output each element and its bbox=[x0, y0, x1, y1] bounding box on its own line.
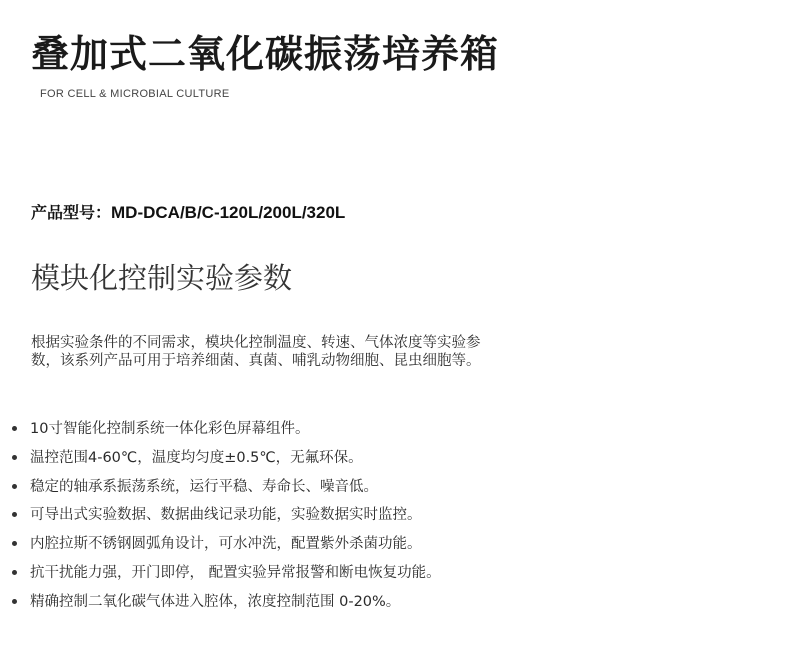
model-label: 产品型号： bbox=[31, 203, 112, 222]
feature-text: 可导出式实验数据、数据曲线记录功能，实验数据实时监控。 bbox=[30, 507, 422, 524]
bullet-icon bbox=[12, 541, 17, 546]
feature-text: 精确控制二氧化碳气体进入腔体，浓度控制范围 0-20%。 bbox=[30, 593, 401, 610]
feature-text: 抗干扰能力强，开门即停， 配置实验异常报警和断电恢复功能。 bbox=[30, 564, 441, 581]
bullet-icon bbox=[12, 426, 17, 431]
feature-text: 稳定的轴承系振荡系统，运行平稳、寿命长、噪音低。 bbox=[30, 478, 378, 495]
bullet-icon bbox=[12, 570, 17, 575]
model-code: MD-DCA/B/C-120L/200L/320L bbox=[111, 203, 346, 222]
bullet-icon bbox=[12, 484, 17, 489]
feature-item bbox=[12, 505, 441, 534]
feature-text: 10寸智能化控制系统一体化彩色屏幕组件。 bbox=[30, 421, 310, 437]
bullet-icon bbox=[12, 512, 17, 517]
section-heading: 模块化控制实验参数 bbox=[31, 261, 293, 295]
feature-text: 内腔拉斯不锈钢圆弧角设计，可水冲洗，配置紫外杀菌功能。 bbox=[30, 536, 422, 553]
feature-item bbox=[12, 477, 441, 506]
feature-item bbox=[12, 592, 441, 621]
feature-item bbox=[12, 563, 441, 592]
intro-paragraph: 根据实验条件的不同需求，模块化控制温度、转速、气体浓度等实验参数，该系列产品可用于培养细菌、真菌、哺乳动物细胞、昆虫细胞等。 bbox=[31, 335, 481, 369]
model-number bbox=[31, 200, 345, 223]
feature-item bbox=[12, 419, 441, 448]
feature-text: 温控范围4-60℃，温度均匀度±0.5℃，无氟环保。 bbox=[30, 449, 363, 466]
feature-item bbox=[12, 534, 441, 563]
page-subtitle: FOR CELL & MICROBIAL CULTURE bbox=[40, 88, 230, 100]
page-title: 叠加式二氧化碳振荡培养箱 bbox=[31, 32, 500, 76]
bullet-icon bbox=[12, 455, 17, 460]
feature-item bbox=[12, 448, 441, 477]
bullet-icon bbox=[12, 599, 17, 604]
feature-list bbox=[12, 419, 441, 621]
